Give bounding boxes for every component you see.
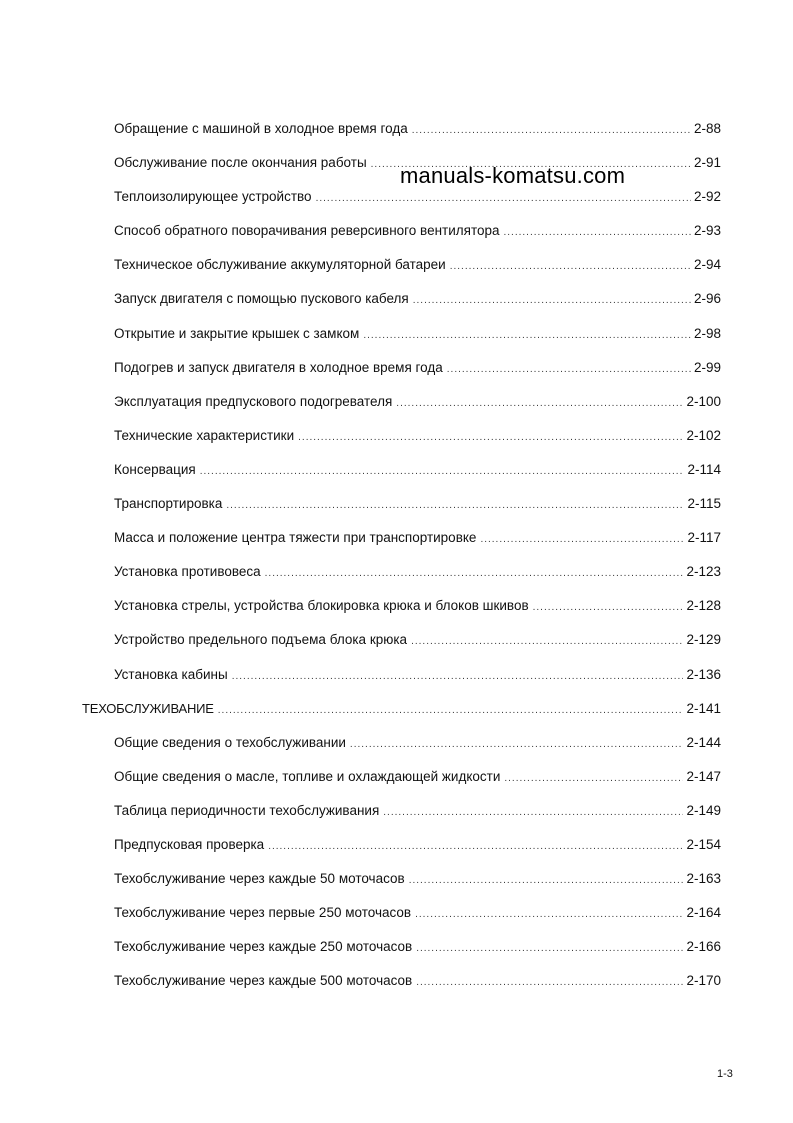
toc-entry[interactable] xyxy=(0,665,721,699)
toc-entry-page: 2-96 xyxy=(693,291,721,307)
toc-dot-leader xyxy=(447,360,691,380)
toc-entry-page: 2-154 xyxy=(686,836,721,852)
toc-dot-leader xyxy=(450,257,691,277)
toc-entry[interactable] xyxy=(0,971,721,1005)
toc-entry-page: 2-114 xyxy=(687,461,721,477)
toc-entry-title: Транспортировка xyxy=(114,496,223,512)
toc-entry-title: Обращение с машиной в холодное время года xyxy=(114,121,408,136)
toc-entry-title: Подогрев и запуск двигателя в холодное время года xyxy=(114,359,443,375)
toc-entry-title: Устройство предельного подъема блока крюка xyxy=(114,632,408,648)
toc-entry-page: 2-100 xyxy=(686,393,721,409)
toc-entry-page: 2-94 xyxy=(693,257,721,273)
toc-entry[interactable] xyxy=(0,324,721,358)
toc-entry-title: Установка противовеса xyxy=(114,564,261,580)
toc-dot-leader xyxy=(412,121,691,141)
toc-entry-page: 2-91 xyxy=(693,155,721,171)
toc-dot-leader xyxy=(268,837,683,857)
toc-entry[interactable] xyxy=(0,119,721,153)
toc-dot-leader xyxy=(316,189,691,209)
toc-dot-leader xyxy=(416,939,683,959)
toc-entry-title: Техобслуживание через каждые 500 моточасов xyxy=(114,973,413,989)
toc-entry-title: Техобслуживание через первые 250 моточасов xyxy=(114,905,412,921)
toc-entry-title: Запуск двигателя с помощью пускового кабеля xyxy=(114,291,409,307)
toc-dot-leader xyxy=(504,769,683,789)
toc-entry[interactable] xyxy=(0,494,721,528)
toc-entry-title: Консервация xyxy=(114,461,196,477)
toc-entry-title: Открытие и закрытие крышек с замком xyxy=(114,325,360,341)
toc-entry[interactable] xyxy=(0,630,721,664)
toc-entry-page: 2-147 xyxy=(686,768,721,784)
toc-dot-leader xyxy=(504,223,691,243)
toc-entry[interactable] xyxy=(0,289,721,323)
toc-entry-title: Теплоизолирующее устройство xyxy=(114,189,312,205)
toc-entry-title: Установка стрелы, устройства блокировка крюка и блоков шкивов xyxy=(114,598,529,614)
table-of-contents xyxy=(0,119,793,1005)
toc-entry-title: Предпусковая проверка xyxy=(114,836,265,852)
toc-dot-leader xyxy=(383,803,683,823)
toc-section-heading[interactable] xyxy=(0,699,721,733)
toc-entry-page: 2-123 xyxy=(686,564,721,580)
toc-entry-page: 2-170 xyxy=(686,973,721,989)
toc-entry-page: 2-136 xyxy=(686,666,721,682)
toc-entry-page: 2-164 xyxy=(686,905,721,921)
toc-entry[interactable] xyxy=(0,903,721,937)
toc-dot-leader xyxy=(533,598,684,618)
toc-entry[interactable] xyxy=(0,733,721,767)
toc-dot-leader xyxy=(416,973,683,993)
toc-dot-leader xyxy=(226,496,684,516)
toc-dot-leader xyxy=(413,291,691,311)
toc-entry-title: Таблица периодичности техобслуживания xyxy=(114,802,380,818)
toc-entry[interactable] xyxy=(0,255,721,289)
toc-entry[interactable] xyxy=(0,187,721,221)
toc-dot-leader xyxy=(409,871,684,891)
toc-entry[interactable] xyxy=(0,426,721,460)
toc-entry-page: 2-99 xyxy=(693,359,721,375)
toc-entry-page: 2-149 xyxy=(686,802,721,818)
toc-entry-page: 2-93 xyxy=(693,223,721,239)
page-number: 1-3 xyxy=(717,1068,733,1080)
toc-entry-page: 2-117 xyxy=(687,530,721,546)
toc-entry-page: 2-88 xyxy=(693,121,721,136)
toc-entry-page: 2-163 xyxy=(686,871,721,887)
toc-entry[interactable] xyxy=(0,767,721,801)
toc-entry-page: 2-98 xyxy=(693,325,721,341)
toc-entry-page: 2-115 xyxy=(687,496,721,512)
toc-entry[interactable] xyxy=(0,460,721,494)
toc-dot-leader xyxy=(298,428,683,448)
toc-entry-page: 2-141 xyxy=(686,700,721,716)
toc-entry-page: 2-128 xyxy=(686,598,721,614)
toc-entry[interactable] xyxy=(0,562,721,596)
toc-entry-title: Эксплуатация предпускового подогревателя xyxy=(114,393,393,409)
toc-entry-page: 2-129 xyxy=(686,632,721,648)
toc-entry-title: Обслуживание после окончания работы xyxy=(114,155,367,171)
toc-dot-leader xyxy=(265,564,684,584)
toc-entry[interactable] xyxy=(0,801,721,835)
toc-entry[interactable] xyxy=(0,937,721,971)
toc-dot-leader xyxy=(232,667,684,687)
toc-entry[interactable] xyxy=(0,392,721,426)
toc-entry[interactable] xyxy=(0,358,721,392)
toc-entry-page: 2-166 xyxy=(686,939,721,955)
toc-entry-page: 2-92 xyxy=(693,189,721,205)
toc-dot-leader xyxy=(218,701,684,721)
toc-dot-leader xyxy=(415,905,683,925)
toc-entry[interactable] xyxy=(0,528,721,562)
toc-dot-leader xyxy=(480,530,684,550)
toc-dot-leader xyxy=(411,632,683,652)
toc-dot-leader xyxy=(350,735,684,755)
watermark-text: manuals-komatsu.com xyxy=(400,163,626,188)
toc-entry-title: Техническое обслуживание аккумуляторной батареи xyxy=(114,257,446,273)
toc-entry-title: Способ обратного поворачивания реверсивного вентилятора xyxy=(114,223,500,239)
toc-entry[interactable] xyxy=(0,596,721,630)
toc-entry[interactable] xyxy=(0,835,721,869)
toc-entry-page: 2-102 xyxy=(686,427,721,443)
toc-entry-page: 2-144 xyxy=(686,734,721,750)
toc-entry-title: Техобслуживание через каждые 50 моточасов xyxy=(114,871,405,887)
toc-entry-title: Технические характеристики xyxy=(114,427,295,443)
toc-dot-leader xyxy=(363,326,691,346)
toc-entry-title: Техобслуживание через каждые 250 моточасов xyxy=(114,939,413,955)
toc-entry[interactable] xyxy=(0,221,721,255)
toc-entry-title: Масса и положение центра тяжести при транспортировке xyxy=(114,530,477,546)
toc-entry[interactable] xyxy=(0,869,721,903)
toc-dot-leader xyxy=(371,155,691,175)
toc-entry-title: Общие сведения о техобслуживании xyxy=(114,734,346,750)
toc-entry-title: ТЕХОБСЛУЖИВАНИЕ xyxy=(82,700,214,716)
toc-entry-title: Установка кабины xyxy=(114,666,228,682)
toc-entry[interactable] xyxy=(0,153,721,187)
toc-entry-title: Общие сведения о масле, топливе и охлаждающей жидкости xyxy=(114,768,501,784)
toc-dot-leader xyxy=(396,394,683,414)
toc-dot-leader xyxy=(200,462,685,482)
